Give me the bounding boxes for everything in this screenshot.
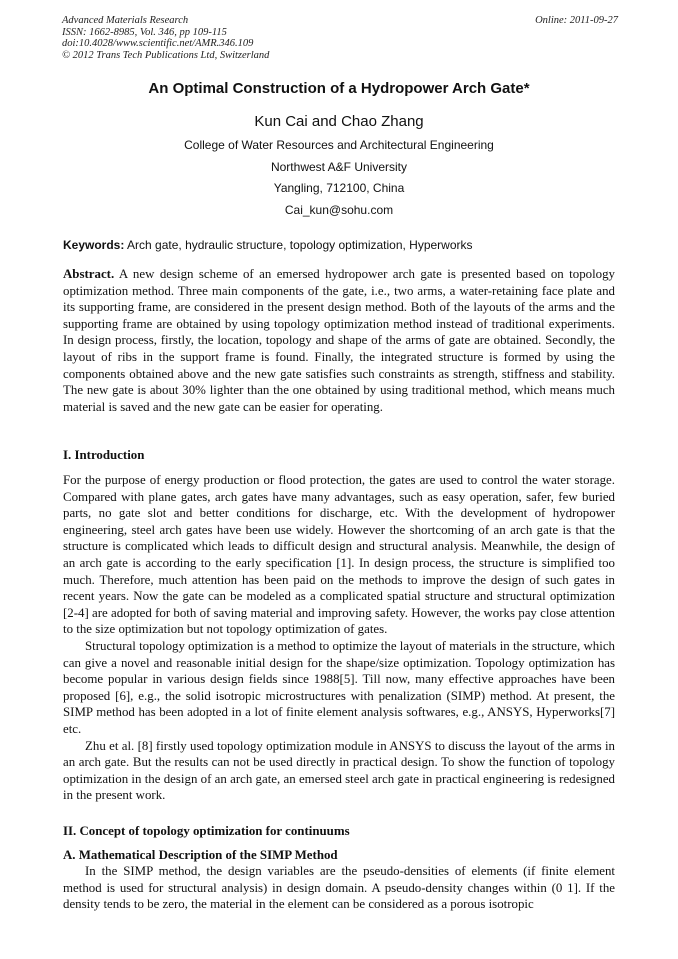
section-1-heading: I. Introduction <box>63 448 145 462</box>
paper-title: An Optimal Construction of a Hydropower Arch Gate* <box>148 80 530 97</box>
paragraph: For the purpose of energy production or flood protection, the gates are used to control the water storage. Compared with plane gates, arch gates have many advantages, such as easy operation, safer, few buried parts, no gate slot and better conditions for discharge, etc. With the development of hydropower engineering, steel arch gates have been use widely. However the shortcoming of an arch gate is that the structure is complicated which leads to difficult design and structural analysis. Meanwhile, the design of an arch gate is according to the early specification [1]. In design process, the structure is simplified too much. Therefore, much attention has been paid on the methods to improve the design of such gates in recent years. Now the gate can be modeled as a complicated spatial structure and structural optimization [2-4] are adopted for both of saving material and improving safety. However, the works pay close attention to the size optimization but not topology optimization of gates. <box>63 473 615 637</box>
journal-header <box>62 15 618 61</box>
paragraph: Structural topology optimization is a method to optimize the layout of materials in the structure, which can give a novel and reasonable initial design for the shape/size optimization. Topology optimization has become popular in various design fields since 1988[5]. Till now, many effective approaches have been proposed [6], e.g., the solid isotropic microstructures with penalization (SIMP) method. At present, the SIMP method has been adopted in a lot of finite element analysis softwares, e.g., ANSYS, Hyperworks[7] etc. <box>63 638 615 736</box>
subsection-a-heading: A. Mathematical Description of the SIMP Method <box>63 848 338 862</box>
affiliation-college: College of Water Resources and Architectural Engineering <box>184 138 494 152</box>
paragraph: In the SIMP method, the design variables are the pseudo-densities of elements (if finite element method is used for structural analysis) in design domain. A pseudo-density changes within (0 1]. If the density tends to be zero, the material in the element can be considered as a porous isotropic <box>63 864 615 912</box>
section-1-body <box>63 472 615 804</box>
abstract <box>63 266 615 415</box>
keywords-label: Keywords: <box>63 238 125 252</box>
affiliation-university: Northwest A&F University <box>270 160 408 174</box>
issn-line: ISSN: 1662-8985, Vol. 346, pp 109-115 <box>62 26 227 38</box>
keywords-text: Arch gate, hydraulic structure, topology optimization, Hyperworks <box>127 238 473 252</box>
online-date: Online: 2011-09-27 <box>535 15 618 26</box>
paragraph: Zhu et al. [8] firstly used topology optimization module in ANSYS to discuss the layout of the arms in an arch gate. But the results can not be used directly in practical design. To show the function of topology optimization in the design of an arch gate, an emersed steel arch gate in practical engineering is redesigned in the present work. <box>63 738 615 803</box>
keywords <box>63 238 615 252</box>
journal-name: Advanced Materials Research <box>62 15 189 26</box>
doi-line: doi:10.4028/www.scientific.net/AMR.346.109 <box>62 38 254 49</box>
abstract-text: A new design scheme of an emersed hydropower arch gate is presented based on topology optimization method. Three main components of the gate, i.e., two arms, a water-retaining face plate and its supporting frame, are considered in the present design method. Both of the layouts of the arms and the supporting frame are obtained by using topology optimization method instead of traditional experiments. In design process, firstly, the location, topology and shape of the arms of gate are obtained. Secondly, the layout of ribs in the support frame is found. Finally, the integrated structure is formed by using the components obtained above and the new gate satisfies such constraints as strength, stiffness and stability. The new gate is about 30% lighter than the one obtained by using traditional method, which means much material is saved and the new gate can be easier for operating. <box>63 267 616 414</box>
section-2-heading: II. Concept of topology optimization for continuums <box>63 824 350 838</box>
section-2-body <box>63 863 615 913</box>
author-email[interactable]: Cai_kun@sohu.com <box>284 203 394 217</box>
copyright-line: © 2012 Trans Tech Publications Ltd, Switzerland <box>62 49 270 61</box>
paper-authors: Kun Cai and Chao Zhang <box>254 113 424 130</box>
abstract-label: Abstract. <box>63 267 115 281</box>
affiliation-city: Yangling, 712100, China <box>273 181 405 195</box>
